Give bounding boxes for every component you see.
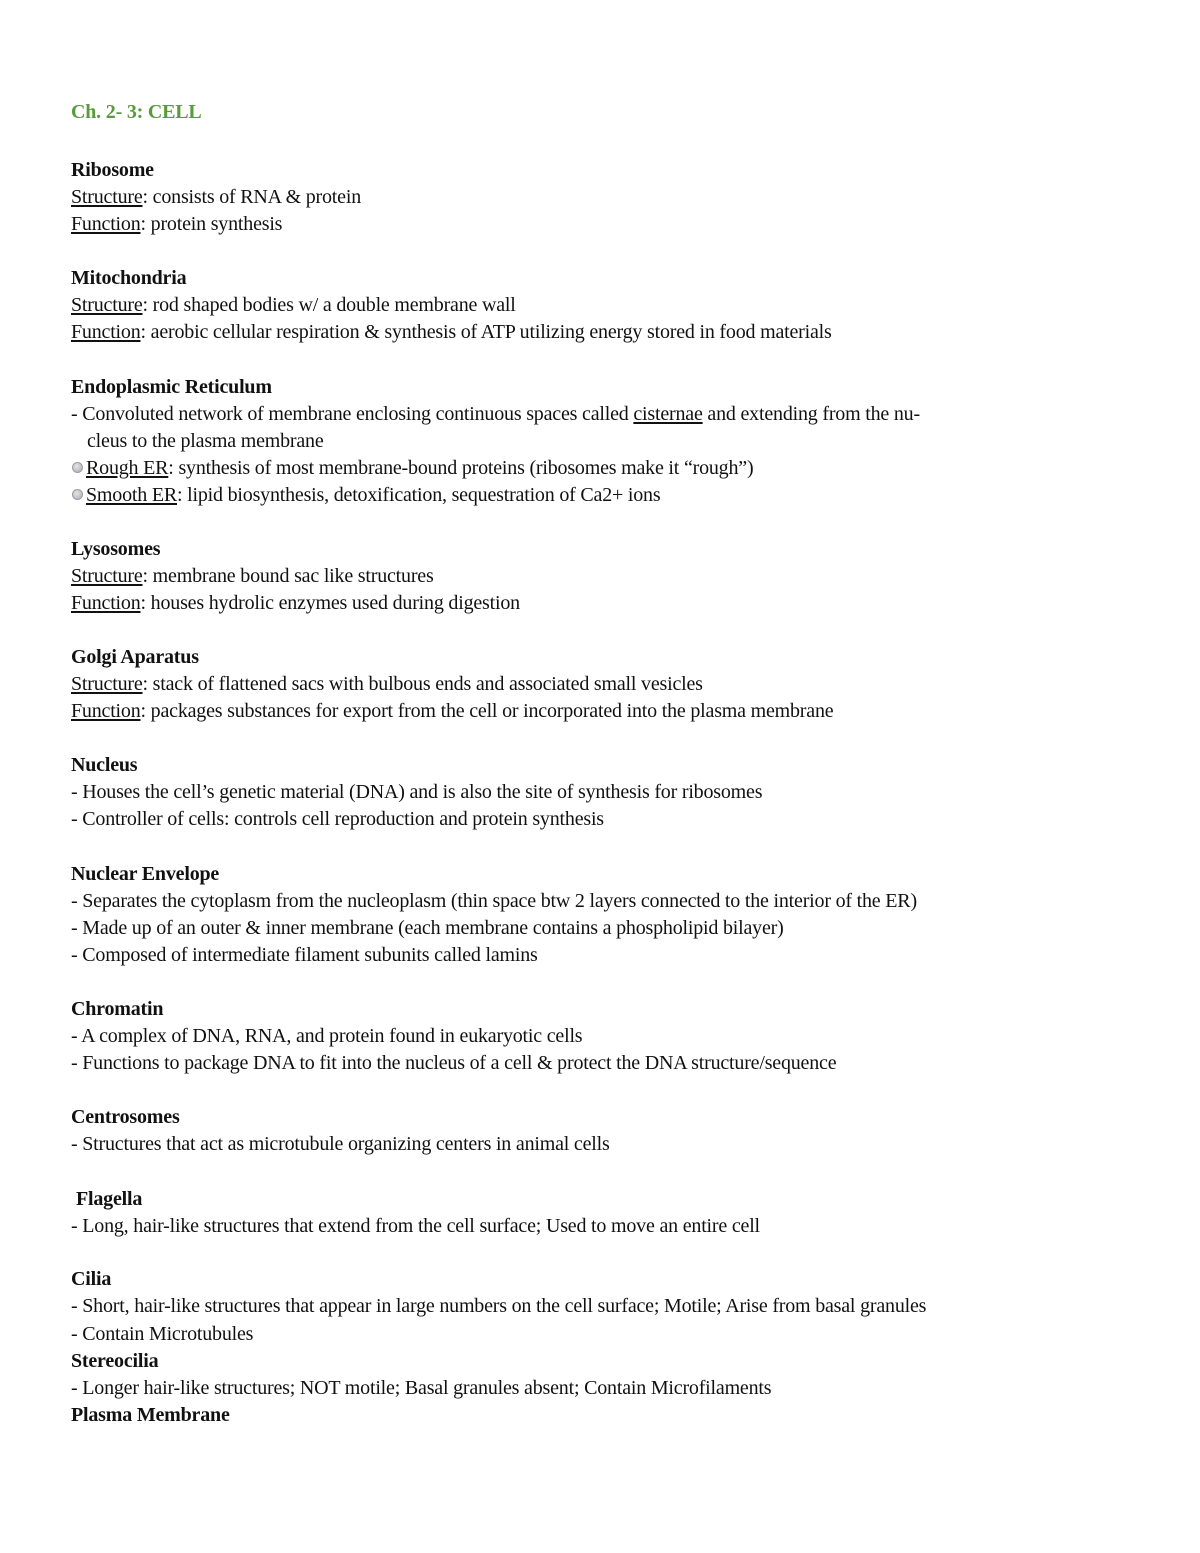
plasma-membrane-heading: Plasma Membrane xyxy=(71,1404,230,1426)
circle-bullet-icon xyxy=(72,489,83,500)
er-description-line2: cleus to the plasma membrane xyxy=(87,430,324,452)
structure-label: Structure xyxy=(71,565,143,587)
lysosomes-structure xyxy=(71,563,434,590)
nuclear-envelope-line: - Composed of intermediate filament subunits called lamins xyxy=(71,944,538,966)
rough-er-item xyxy=(72,455,753,482)
lysosomes-heading: Lysosomes xyxy=(71,538,161,560)
function-label: Function xyxy=(71,213,141,235)
er-text: and extending from the nu- xyxy=(702,403,920,425)
flagella-line: - Long, hair-like structures that extend from the cell surface; Used to move an entire cell xyxy=(71,1215,760,1237)
chromatin-line: - A complex of DNA, RNA, and protein found in eukaryotic cells xyxy=(71,1025,583,1047)
nucleus-heading: Nucleus xyxy=(71,754,138,776)
stereocilia-line: - Longer hair-like structures; NOT motile; Basal granules absent; Contain Microfilaments xyxy=(71,1377,772,1399)
smooth-er-label: Smooth ER xyxy=(86,484,177,506)
mitochondria-function xyxy=(71,319,832,346)
circle-bullet-icon xyxy=(72,462,83,473)
structure-text: : stack of flattened sacs with bulbous ends and associated small vesicles xyxy=(142,673,703,695)
structure-label: Structure xyxy=(71,294,143,316)
mitochondria-heading: Mitochondria xyxy=(71,267,187,289)
ribosome-structure xyxy=(71,184,361,211)
cilia-line: - Short, hair-like structures that appear in large numbers on the cell surface; Motile; Arise from basal granules xyxy=(71,1295,927,1317)
ribosome-function xyxy=(71,211,282,238)
nuclear-envelope-line: - Made up of an outer & inner membrane (each membrane contains a phospholipid bilayer) xyxy=(71,917,784,939)
nuclear-envelope-heading: Nuclear Envelope xyxy=(71,863,220,885)
stereocilia-heading: Stereocilia xyxy=(71,1350,159,1372)
structure-text: : membrane bound sac like structures xyxy=(142,565,434,587)
mitochondria-structure xyxy=(71,292,516,319)
structure-label: Structure xyxy=(71,186,143,208)
rough-er-text: : synthesis of most membrane-bound proteins (ribosomes make it “rough”) xyxy=(168,457,754,479)
function-label: Function xyxy=(71,592,141,614)
structure-text: : rod shaped bodies w/ a double membrane wall xyxy=(142,294,516,316)
structure-text: : consists of RNA & protein xyxy=(142,186,362,208)
smooth-er-text: : lipid biosynthesis, detoxification, sequestration of Ca2+ ions xyxy=(177,484,661,506)
golgi-structure xyxy=(71,671,703,698)
cisternae-term: cisternae xyxy=(633,403,703,425)
golgi-function xyxy=(71,698,833,725)
er-heading: Endoplasmic Reticulum xyxy=(71,376,272,398)
chromatin-line: - Functions to package DNA to fit into the nucleus of a cell & protect the DNA structure/sequence xyxy=(71,1052,837,1074)
function-label: Function xyxy=(71,321,141,343)
cilia-line: - Contain Microtubules xyxy=(71,1323,254,1345)
function-text: : packages substances for export from the cell or incorporated into the plasma membrane xyxy=(140,700,834,722)
er-description-line1 xyxy=(71,401,920,428)
function-text: : aerobic cellular respiration & synthesis of ATP utilizing energy stored in food materials xyxy=(140,321,832,343)
nucleus-line: - Controller of cells: controls cell reproduction and protein synthesis xyxy=(71,808,604,830)
function-label: Function xyxy=(71,700,141,722)
chromatin-heading: Chromatin xyxy=(71,998,164,1020)
centrosomes-line: - Structures that act as microtubule organizing centers in animal cells xyxy=(71,1133,610,1155)
structure-label: Structure xyxy=(71,673,143,695)
nuclear-envelope-line: - Separates the cytoplasm from the nucleoplasm (thin space btw 2 layers connected to the interior of the ER) xyxy=(71,890,917,912)
page-title: Ch. 2- 3: CELL xyxy=(71,101,202,123)
ribosome-heading: Ribosome xyxy=(71,159,154,181)
rough-er-label: Rough ER xyxy=(86,457,169,479)
centrosomes-heading: Centrosomes xyxy=(71,1106,180,1128)
function-text: : houses hydrolic enzymes used during digestion xyxy=(140,592,520,614)
lysosomes-function xyxy=(71,590,520,617)
nucleus-line: - Houses the cell’s genetic material (DNA) and is also the site of synthesis for ribosomes xyxy=(71,781,763,803)
smooth-er-item xyxy=(72,482,660,509)
cilia-heading: Cilia xyxy=(71,1268,112,1290)
er-text: - Convoluted network of membrane enclosing continuous spaces called xyxy=(71,403,634,425)
golgi-heading: Golgi Aparatus xyxy=(71,646,199,668)
function-text: : protein synthesis xyxy=(140,213,283,235)
flagella-heading: Flagella xyxy=(76,1188,143,1210)
